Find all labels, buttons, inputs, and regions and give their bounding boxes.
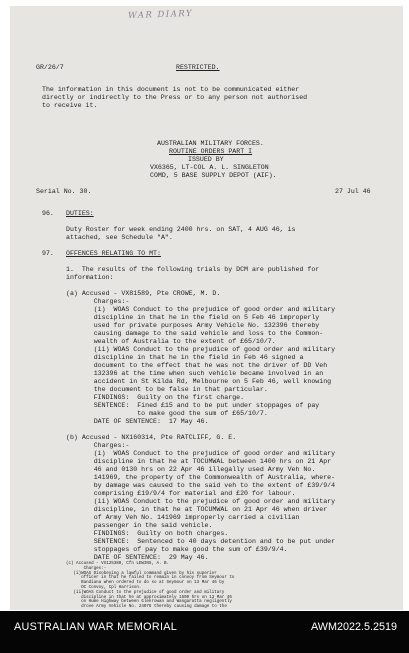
trial-b-line: 46 and 0130 hrs on 22 Apr 46 illegally used Army Veh No. (66, 466, 316, 473)
warning-line-3: to receive it. (42, 102, 98, 109)
trial-c-line: drove Army Vehicle No. 24076 thereby causing damage to the (66, 605, 227, 610)
item-97-heading: OFFENCES RELATING TO MT: (66, 250, 161, 257)
item-96-line-1: Duty Roster for week ending 2400 hrs. on SAT, 4 AUG 46, is (66, 226, 296, 233)
trial-c-line: (c) Accused - VX125380, Cfn LEWINS, A. B. (66, 562, 170, 566)
trial-a-line: discipline in that he in the field in Feb 46 signed a (66, 354, 304, 361)
trial-c-line: discipline in that he at approximately 1500 hrs on 13 Mar 46 (66, 595, 232, 600)
trial-a-line: accident in St Kilda Rd, Melbourne on 5 Feb 46, well knowing (66, 378, 332, 385)
trial-a-line: wealth of Australia to the extent of £65/10/7. (66, 338, 276, 345)
trial-b-line: discipline, in that he at TOCUMWAL on 21 Apr 46 when driver (66, 506, 328, 513)
trial-b-line: discipline in that he at TOCUMWAL between 1400 hrs on 21 Apr (66, 458, 332, 465)
warning-line-2: directly or indirectly to the Press or to any person not authorised (42, 94, 308, 101)
trial-b-line: DATE OF SENTENCE: 29 May 46. (66, 554, 209, 561)
trial-c-line: (ii)WOAS Conduct to the prejudice of good order and military (66, 590, 225, 595)
title-line-3: ISSUED BY (188, 156, 224, 163)
trial-a-line: SENTENCE: Fined £15 and to be put under stoppages of pay (66, 402, 320, 409)
title-line-4: VX6365, LT-COL A. L. SINGLETON (150, 164, 269, 171)
trial-c-line: Charges:- (66, 566, 107, 571)
trial-b-line: comprising £19/9/4 for material and £20 for labour. (66, 490, 296, 497)
item-96-number: 96. (42, 210, 54, 217)
trial-c-line: OC Convoy, Cpl Harrison. (66, 586, 142, 590)
trial-a-line: the document to be false in that particular. (66, 386, 268, 393)
trial-a-line: discipline in that he in the field on 5 Feb 46 improperly (66, 314, 320, 321)
item-96-line-2: attached, see Schedule "A". (66, 234, 173, 241)
title-line-5: COMD, 5 BASE SUPPLY DEPOT (AIF). (150, 172, 277, 179)
trial-b-line: (i) WOAS Conduct to the prejudice of good order and military (66, 450, 336, 457)
trial-a-line: DATE OF SENTENCE: 17 May 46. (66, 418, 209, 425)
item-97-number: 97. (42, 250, 54, 257)
warning-line-1: The information in this document is not to be communicated either (42, 86, 300, 93)
trial-a-line: 132396 at the time when such vehicle became involved in an (66, 370, 324, 377)
item-97-intro-2: information: (66, 274, 114, 281)
trial-c-line: (i)WOAS Disobeying a lawful command given by his superior (66, 571, 217, 576)
trial-a-line: document to the effect that he was not the driver of DD Veh (66, 362, 328, 369)
trial-b-line: FINDINGS: Guilty on both charges. (66, 530, 229, 537)
trial-b-line: stoppages of pay to make good the sum of £39/9/4. (66, 546, 288, 553)
trial-b-line: Charges:- (66, 442, 130, 449)
file-reference: GR/26/7 (36, 64, 64, 71)
title-line-1: AUSTRALIAN MILITARY FORCES. (157, 140, 264, 147)
classification-marking: RESTRICTED. (176, 64, 220, 71)
trial-a-line: FINDINGS: Guilty on the first charge. (66, 394, 245, 401)
trial-a-line: Charges:- (66, 298, 130, 305)
accession-number: AWM2022.5.2519 (310, 621, 397, 633)
item-97-intro-1: 1. The results of the following trials by DCM are published for (66, 266, 320, 273)
trial-c-line: officer in that he failed to remain in convoy from Seymour to (66, 576, 235, 581)
title-line-2: ROUTINE ORDERS PART I (169, 148, 253, 155)
trial-a-line: (i) WOAS Conduct to the prejudice of good order and military (66, 306, 336, 313)
item-96-heading: DUTIES: (66, 210, 94, 217)
trial-a-line: used for private purposes Army Vehicle No. 132396 thereby (66, 322, 320, 329)
trial-c-line: Bandiana when ordered to do so at Seymour on 13 Mar 46 by (66, 581, 225, 586)
trial-b-line: (b) Accused - NX160314, Pte RATCLIFF, G. E. (66, 434, 237, 441)
institution-name: AUSTRALIAN WAR MEMORIAL (14, 621, 178, 633)
trial-b-line: 141969, the property of the Commonwealth of Australia, where- (66, 474, 336, 481)
order-date: 27 Jul 46 (335, 188, 371, 195)
handwritten-annotation: WAR DIARY (127, 8, 194, 22)
trial-b-line: passenger in the said vehicle. (66, 522, 213, 529)
footer-bar (0, 611, 409, 653)
trial-b-line: of Army Veh No. 141969 improperly carried a civilian (66, 514, 300, 521)
trial-c-line: on Hume Highway between Glenrowan and Wangaratta negligently (66, 600, 232, 605)
serial-number: Serial No. 30. (36, 188, 92, 195)
trial-a-line: causing damage to the said vehicle and loss to the Common- (66, 330, 324, 337)
trial-a-line: (a) Accused - VX81589, Pte CROWE, M. D. (66, 290, 221, 297)
trial-b-line: by damage was caused to the said veh to the extent of £39/9/4 (66, 482, 336, 489)
trial-a-line: to make good the sum of £65/10/7. (66, 410, 268, 417)
trial-b-line: (ii) WOAS Conduct to the prejudice of good order and military (66, 498, 336, 505)
trial-b-line: SENTENCE: Sentenced to 40 days detention and to be put under (66, 538, 336, 545)
trial-a-line: (ii) WOAS Conduct to the prejudice of good order and military (66, 346, 336, 353)
